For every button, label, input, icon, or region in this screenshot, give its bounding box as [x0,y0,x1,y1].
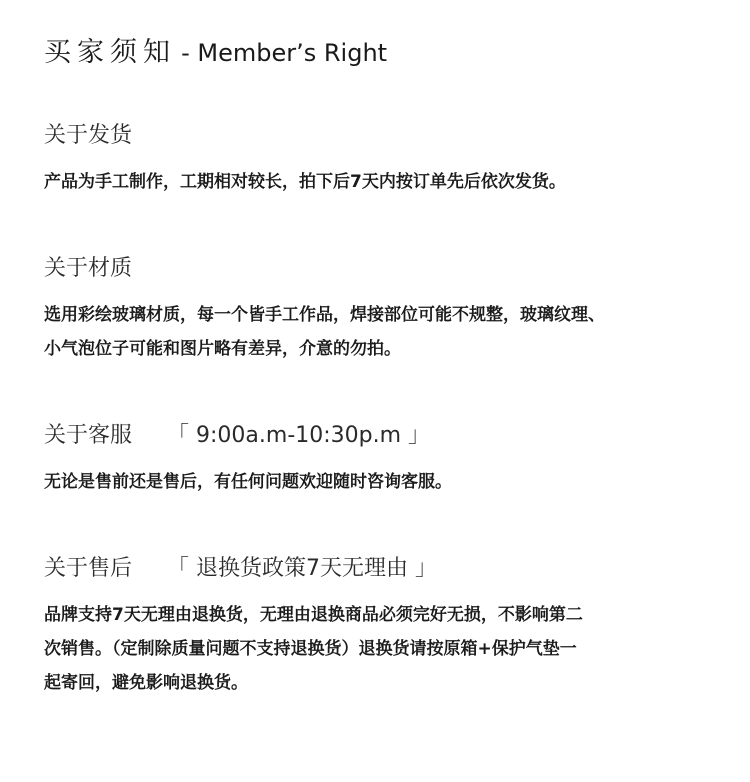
section-heading-shipping [44,118,132,149]
section-heading-after-sales [44,551,437,582]
section-line: 品牌支持7天无理由退换货，无理由退换商品必须完好无损，不影响第二 [44,605,583,625]
section-body-material [44,298,714,366]
section-line: 选用彩绘玻璃材质，每一个皆手工作品，焊接部位可能不规整，玻璃纹理、 [44,305,605,325]
return-policy-note: 「 退换货政策7天无理由 」 [167,556,437,581]
section-heading-label: 关于材质 [44,256,133,281]
section-line: 产品为手工制作，工期相对较长，拍下后7天内按订单先后依次发货。 [44,172,566,192]
section-heading-label: 关于售后 [44,556,133,581]
section-line: 起寄回，避免影响退换货。 [44,673,248,693]
page-title [44,30,387,69]
page-title-english: - Member’s Right [181,39,388,67]
section-line: 无论是售前还是售后，有任何问题欢迎随时咨询客服。 [44,472,452,492]
section-body-shipping [44,165,714,199]
page-title-chinese: 买家须知 [44,37,176,68]
section-heading-label: 关于客服 [44,423,133,448]
section-body-customer-service [44,465,714,499]
section-line: 小气泡位子可能和图片略有差异，介意的勿拍。 [44,339,401,359]
section-heading-material [44,251,132,282]
section-heading-label: 关于发货 [44,123,133,148]
section-line: 次销售。（定制除质量问题不支持退换货）退换货请按原箱+保护气垫一 [44,639,577,659]
section-body-after-sales [44,598,714,700]
section-heading-customer-service [44,418,430,449]
service-hours-note: 「 9:00a.m-10:30p.m 」 [167,423,431,448]
